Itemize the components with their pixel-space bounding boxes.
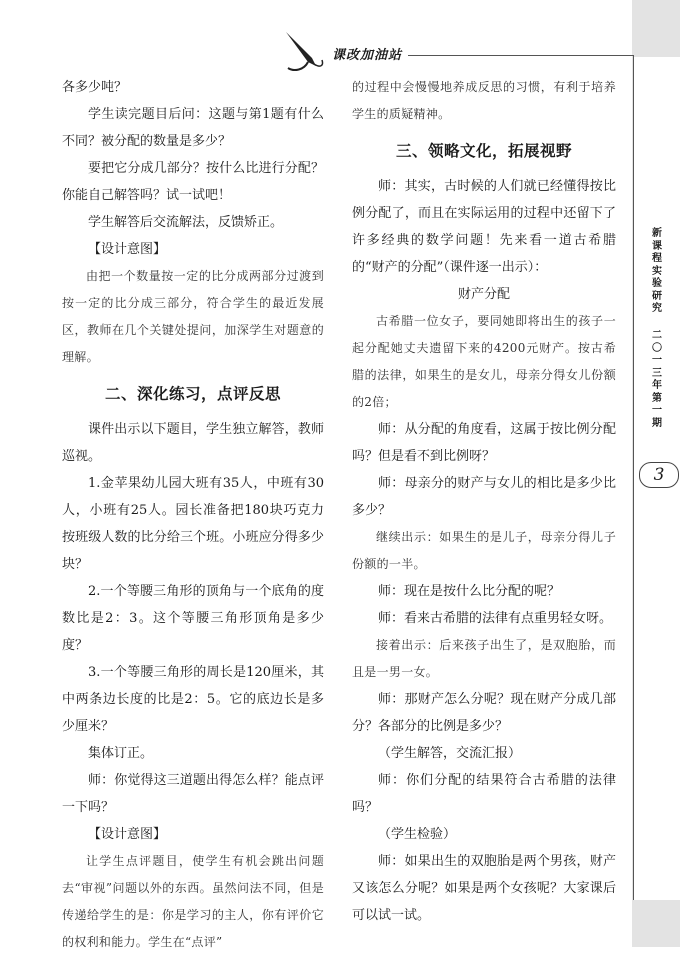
journal-name: 新课程实验研究 bbox=[652, 228, 662, 314]
paragraph: 师：看来古希腊的法律有点重男轻女呀。 bbox=[378, 611, 613, 626]
paragraph: （学生检验） bbox=[378, 827, 457, 842]
design-intent-label: 【设计意图】 bbox=[88, 827, 167, 842]
section-heading: 三、领略文化，拓展视野 bbox=[395, 142, 572, 160]
page-number: 3 bbox=[639, 462, 679, 488]
right-column bbox=[352, 74, 616, 929]
paragraph: 师：从分配的角度看，这属于按比例分配吗？但是看不到比例呀？ bbox=[352, 422, 616, 464]
paragraph: 师：那财产怎么分呢？现在财产分成几部分？各部分的比例是多少？ bbox=[352, 692, 616, 734]
paragraph: 的过程中会慢慢地养成反思的习惯，有利于培养学生的质疑精神。 bbox=[352, 80, 616, 121]
paragraph: （学生解答，交流汇报） bbox=[378, 746, 522, 761]
issue-label: 二〇一三年 第一期 bbox=[652, 330, 662, 429]
paragraph: 继续出示：如果生的是儿子，母亲分得儿子份额的一半。 bbox=[352, 530, 616, 571]
question-1: 1.金苹果幼儿园大班有35人，中班有30人，小班有25人。园长准备把180块巧克力按班级人数的比分给三个班。小班应分得多少块？ bbox=[62, 476, 324, 572]
design-intent-text: 让学生点评题目，使学生有机会跳出问题去“审视”问题以外的东西。虽然问法不同，但是传递给学生的是：你是学习的主人，你有评价它的权利和能力。学生在“点评” bbox=[62, 854, 324, 949]
paragraph: 课件出示以下题目，学生独立解答，教师巡视。 bbox=[62, 422, 324, 464]
design-intent-text: 由把一个数量按一定的比分成两部分过渡到按一定的比分成三部分，符合学生的最近发展区，教师在几个关键处提问，加深学生对题意的理解。 bbox=[62, 269, 324, 364]
side-rule bbox=[633, 55, 634, 900]
left-column bbox=[62, 74, 324, 956]
paragraph: 师：如果出生的双胞胎是两个男孩，财产又该怎么分呢？如果是两个女孩呢？大家课后可以试一试。 bbox=[352, 854, 616, 923]
paragraph: 师：现在是按什么比分配的呢？ bbox=[378, 584, 561, 599]
question-3: 3.一个等腰三角形的周长是120厘米，其中两条边长度的比是2：5。它的底边长是多少厘米？ bbox=[62, 665, 324, 734]
pen-icon bbox=[282, 28, 326, 74]
page-header bbox=[0, 0, 680, 80]
paragraph: 接着出示：后来孩子出生了，是双胞胎，而且是一男一女。 bbox=[352, 638, 616, 679]
paragraph: 师：其实，古时候的人们就已经懂得按比例分配了，而且在实际运用的过程中还留下了许多经典的数学问题！先来看一道古希腊的“财产的分配”（课件逐一出示）： bbox=[352, 179, 616, 275]
paragraph: 各多少吨？ bbox=[62, 80, 128, 95]
section-heading: 二、深化练习，点评反思 bbox=[104, 385, 281, 403]
paragraph: 学生读完题目后问：这题与第1题有什么不同？被分配的数量是多少？ bbox=[62, 107, 324, 149]
paragraph: 集体订正。 bbox=[88, 746, 154, 761]
paragraph: 师：母亲分的财产与女儿的相比是多少比多少？ bbox=[352, 476, 616, 518]
paragraph: 学生解答后交流解法，反馈矫正。 bbox=[88, 215, 284, 230]
design-intent-label: 【设计意图】 bbox=[88, 242, 167, 257]
question-2: 2.一个等腰三角形的顶角与一个底角的度数比是2：3。这个等腰三角形顶角是多少度？ bbox=[62, 584, 324, 653]
paragraph: 师：你们分配的结果符合古希腊的法律吗？ bbox=[352, 773, 616, 815]
story-title: 财产分配 bbox=[457, 287, 510, 302]
column-name: 课改加油站 bbox=[332, 48, 403, 63]
paragraph: 要把它分成几部分？按什么比进行分配？你能自己解答吗？试一试吧！ bbox=[62, 161, 324, 203]
story-text: 古希腊一位女子，要同她即将出生的孩子一起分配她丈夫遗留下来的4200元财产。按古希腊的法律，如果生的是女儿，母亲分得女儿份额的2倍； bbox=[352, 314, 616, 409]
paragraph: 师：你觉得这三道题出得怎么样？能点评一下吗？ bbox=[62, 773, 324, 815]
header-rule bbox=[408, 55, 634, 56]
